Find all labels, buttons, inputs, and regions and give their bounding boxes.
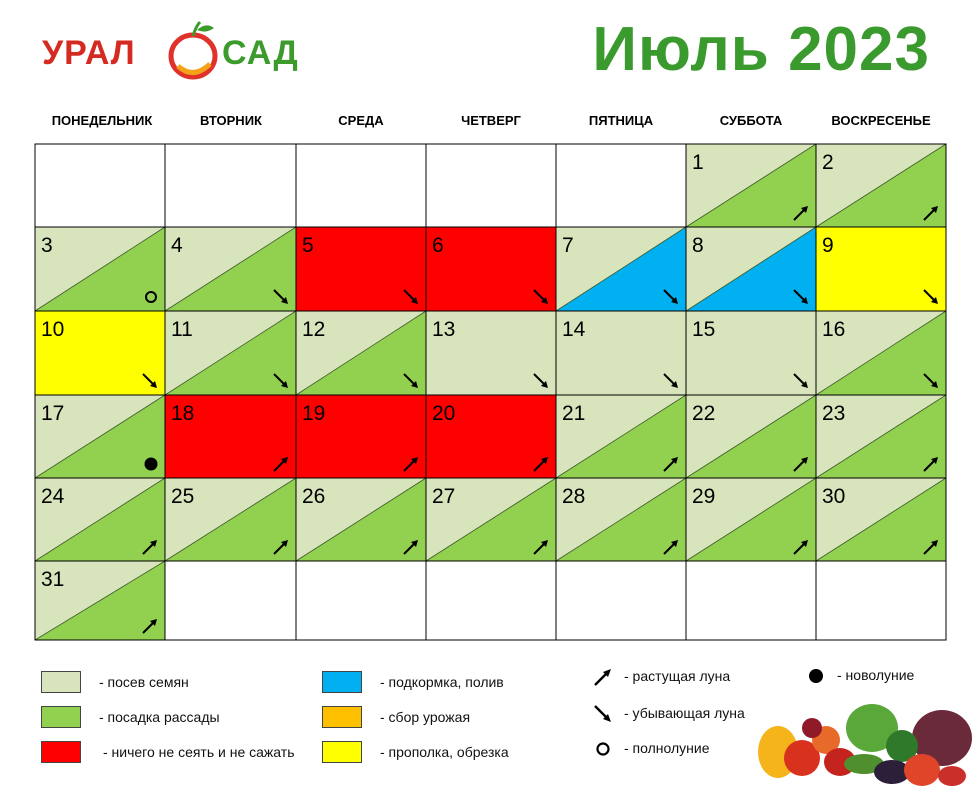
calendar-day-16 [816,311,946,395]
day-number: 23 [822,402,846,425]
weekday-tue: ВТОРНИК [200,113,262,128]
calendar-day-25 [165,478,296,561]
calendar-day-6 [426,227,556,311]
weekday-mon: ПОНЕДЕЛЬНИК [51,113,153,128]
day-number: 12 [302,318,326,341]
day-number: 26 [302,485,326,508]
calendar-cell-empty [556,561,686,640]
day-number: 5 [302,234,314,257]
legend-nothing-swatch [41,741,81,763]
day-number: 30 [822,485,846,508]
day-number: 21 [562,402,586,425]
logo-text-right: САД [222,34,299,72]
legend-full-label: - полнолуние [624,740,710,756]
calendar-day-7 [556,227,686,311]
calendar-day-11 [165,311,296,395]
day-number: 13 [432,318,456,341]
day-number: 9 [822,234,834,257]
day-number: 28 [562,485,586,508]
day-fill [426,227,556,311]
calendar-cell-empty [296,144,426,227]
day-number: 18 [171,402,195,425]
calendar-day-24 [35,478,165,561]
calendar-cell-empty [686,561,816,640]
day-number: 31 [41,568,65,591]
growing-moon-arrow-icon [592,666,614,688]
calendar-cell-empty [35,144,165,227]
legend-growing-label: - растущая луна [624,668,731,684]
weekday-wed: СРЕДА [338,113,384,128]
day-number: 3 [41,234,53,257]
calendar-day-1 [686,144,816,227]
calendar-day-15 [686,311,816,395]
legend-new-label: - новолуние [837,667,915,683]
calendar-day-2 [816,144,946,227]
day-number: 29 [692,485,716,508]
calendar-day-18 [165,395,296,478]
day-fill [296,227,426,311]
new-moon-icon [805,665,827,687]
calendar-day-17 [35,395,165,478]
day-number: 2 [822,151,834,174]
legend-nothing-label: - ничего не сеять и не сажать [103,744,295,760]
day-number: 1 [692,151,704,174]
day-number: 6 [432,234,444,257]
day-number: 14 [562,318,586,341]
logo-text-left: УРАЛ [42,34,136,72]
legend-harvest-swatch [322,706,362,728]
calendar-day-4 [165,227,296,311]
calendar-cell-empty [556,144,686,227]
calendar-day-3 [35,227,165,311]
legend-fertilize-swatch [322,671,362,693]
calendar-cell-empty [165,561,296,640]
calendar-day-30 [816,478,946,561]
day-number: 15 [692,318,716,341]
day-number: 11 [171,318,193,341]
day-number: 7 [562,234,574,257]
day-number: 19 [302,402,326,425]
legend-weeding-swatch [322,741,362,763]
legend-seed-label: - посев семян [99,674,189,690]
calendar-day-9 [816,227,946,311]
full-moon-icon [592,738,614,760]
weekday-fri: ПЯТНИЦА [588,113,654,128]
calendar-day-10 [35,311,165,395]
calendar-day-27 [426,478,556,561]
day-number: 20 [432,402,456,425]
weekday-sat: СУББОТА [719,113,783,128]
new-moon-icon [145,458,158,471]
calendar-day-21 [556,395,686,478]
day-number: 8 [692,234,704,257]
calendar-day-29 [686,478,816,561]
day-number: 25 [171,485,195,508]
day-number: 27 [432,485,456,508]
calendar-day-20 [426,395,556,478]
calendar-cell-empty [816,561,946,640]
calendar-day-8 [686,227,816,311]
calendar-day-14 [556,311,686,395]
calendar-cell-empty [165,144,296,227]
calendar-cell-empty [426,144,556,227]
legend-fertilize-label: - подкормка, полив [380,674,504,690]
day-number: 16 [822,318,846,341]
legend-waning-label: - убывающая луна [624,705,745,721]
day-fill [816,227,946,311]
legend-seed-swatch [41,671,81,693]
day-number: 24 [41,485,65,508]
calendar-cell-empty [426,561,556,640]
legend-weeding-label: - прополка, обрезка [380,744,509,760]
day-number: 4 [171,234,183,257]
legend-seedling-swatch [41,706,81,728]
weekday-thu: ЧЕТВЕРГ [461,113,521,128]
calendar-cell-empty [296,561,426,640]
legend-harvest-label: - сбор урожая [380,709,471,725]
calendar-day-19 [296,395,426,478]
calendar-day-23 [816,395,946,478]
page-title: Июль 2023 [592,15,930,84]
calendar-day-12 [296,311,426,395]
calendar-day-28 [556,478,686,561]
weekday-sun: ВОСКРЕСЕНЬЕ [831,113,931,128]
waning-moon-arrow-icon [592,703,614,725]
day-number: 10 [41,318,65,341]
calendar-day-13 [426,311,556,395]
calendar-day-26 [296,478,426,561]
calendar-day-22 [686,395,816,478]
calendar-day-5 [296,227,426,311]
calendar-day-31 [35,561,165,640]
day-number: 17 [41,402,65,425]
day-number: 22 [692,402,716,425]
legend-seedling-label: - посадка рассады [99,709,220,725]
vegetables-illustration [752,690,974,790]
